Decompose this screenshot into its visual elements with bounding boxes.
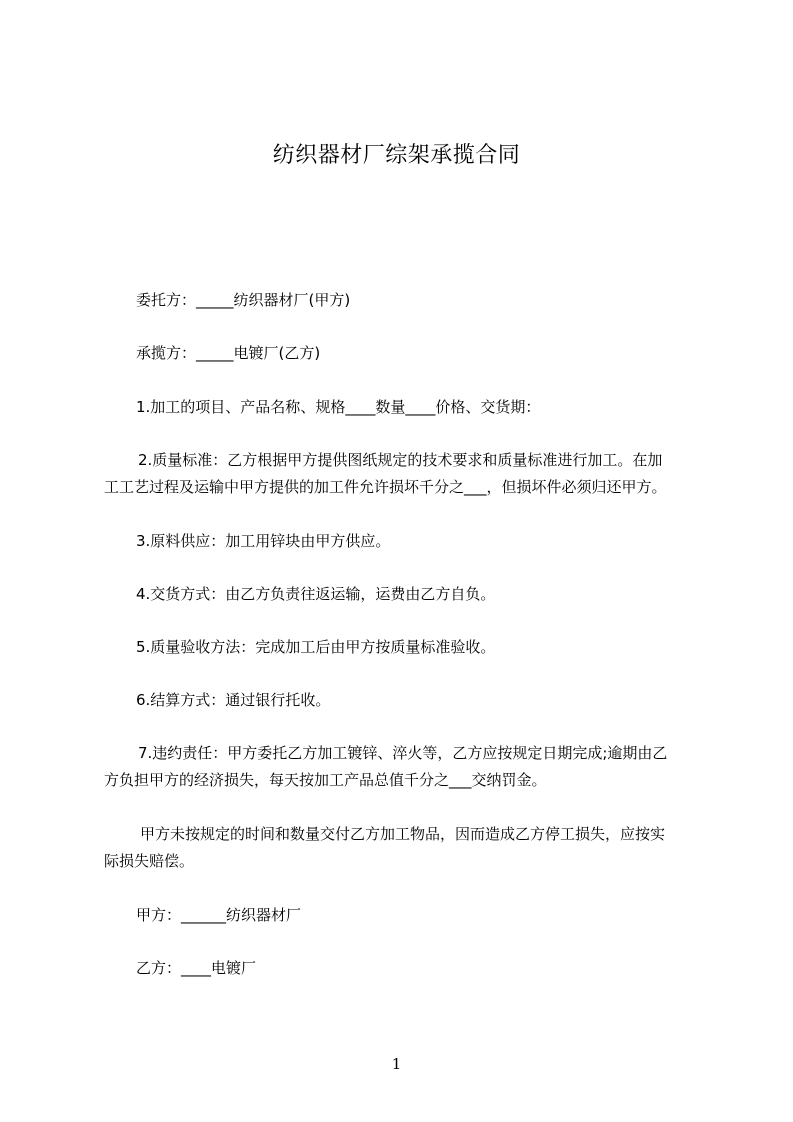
paragraph-line: 方负担甲方的经济损失，每天按加工产品总值千分之___交纳罚金。 [104,771,547,789]
paragraph-line: 4.交货方式：由乙方负责往返运输，运费由乙方自负。 [136,585,496,603]
paragraph-line: 承揽方：_____电镀厂(乙方) [136,344,321,362]
paragraph-clause-7-continued [104,821,704,875]
paragraph-clause-3 [104,528,704,555]
signature-party-a [104,902,704,929]
paragraph-clause-5 [104,634,704,661]
paragraph-clause-1 [104,394,704,421]
paragraph-line: 乙方：____电镀厂 [136,959,257,977]
signature-party-b [104,955,704,982]
paragraph-line: 际损失赔偿。 [104,852,195,870]
paragraph-line: 5.质量验收方法：完成加工后由甲方按质量标准验收。 [136,638,496,656]
paragraph-line: 2.质量标准：乙方根据甲方提供图纸规定的技术要求和质量标准进行加工。在加 [138,451,663,469]
paragraph-contractor [104,340,704,367]
paragraph-line: 工工艺过程及运输中甲方提供的加工件允许损坏千分之___，但损坏件必须归还甲方。 [104,478,667,496]
paragraph-line: 3.原料供应：加工用锌块由甲方供应。 [136,532,391,550]
page-number: 1 [391,1055,402,1073]
paragraph-clause-2 [104,447,704,501]
paragraph-line: 甲方未按规定的时间和数量交付乙方加工物品，因而造成乙方停工损失，应按实 [140,825,666,843]
paragraph-line: 委托方：_____纺织器材厂(甲方) [136,291,351,309]
paragraph-line: 7.违约责任：甲方委托乙方加工镀锌、淬火等，乙方应按规定日期完成;逾期由乙 [138,744,668,762]
paragraph-line: 6.结算方式：通过银行托收。 [136,691,331,709]
paragraph-client [104,287,704,314]
paragraph-line: 1.加工的项目、产品名称、规格____数量____价格、交货期： [136,398,541,416]
paragraph-clause-4 [104,581,704,608]
paragraph-line: 甲方：______纺织器材厂 [136,906,302,924]
document-title: 纺织器材厂综架承揽合同 [272,143,521,168]
paragraph-clause-6 [104,687,704,714]
paragraph-clause-7 [104,740,704,794]
